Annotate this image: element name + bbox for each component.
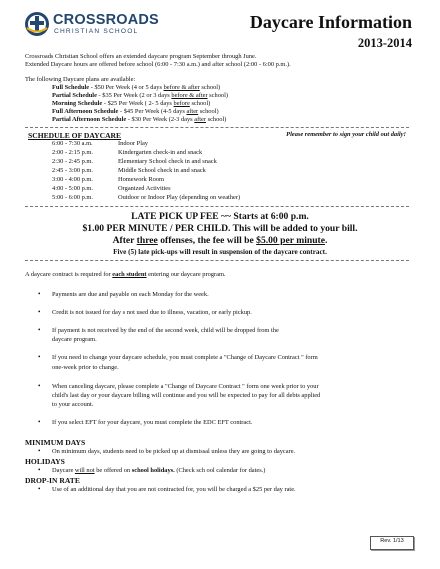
bullet-icon: •	[38, 466, 41, 474]
list-item: to your account.	[52, 401, 94, 408]
revision-label: Rev. 1/13	[380, 538, 404, 544]
plan-partial-afternoon	[52, 116, 226, 124]
bullet-icon: •	[38, 418, 41, 426]
contract-line	[25, 271, 226, 279]
holidays-post: (Check sch ool calendar for dates.)	[174, 467, 266, 474]
plan-desc-u: after	[186, 108, 199, 115]
contract-bold: each student	[112, 271, 147, 278]
plan-desc: - $35 Per Week (2 or 3 days	[98, 92, 172, 99]
late-fee-mid: offenses, the fee will be	[157, 235, 257, 246]
plan-desc-u: before	[173, 100, 190, 107]
holidays-pre: Daycare	[52, 467, 75, 474]
plan-full-afternoon	[52, 108, 219, 116]
plan-desc: - $30 Per Week (2-3 days	[127, 116, 195, 123]
schedule-activity: Kindergarten check-in and snack	[118, 149, 203, 156]
schedule-time: 2:45 - 3:00 p.m.	[52, 167, 94, 174]
plan-desc: - $25 Per Week ( 2- 5 days	[103, 100, 174, 107]
page-title: Daycare Information	[249, 12, 412, 32]
schedule-activity: Homework Room	[118, 176, 164, 183]
plan-name: Full Afternoon Schedule	[52, 108, 119, 115]
plan-name: Full Schedule	[52, 84, 90, 91]
schedule-activity: Elementary School check in and snack	[118, 158, 217, 165]
list-item: child's last day or your daycare billing will continue and you will be expected to pay for all debts applied	[52, 392, 321, 399]
plan-full	[52, 84, 220, 92]
plan-desc-post: school)	[205, 116, 227, 123]
list-item: Credit is not issued for day s not used due to illness, vacation, or early pickup.	[52, 309, 252, 316]
plan-name: Partial Schedule	[52, 92, 97, 99]
plan-desc-u: before & after	[163, 84, 200, 91]
section-heading-holidays: HOLIDAYS	[25, 457, 65, 466]
plan-desc-post: school)	[189, 100, 211, 107]
list-item: one-week prior to change.	[52, 364, 119, 371]
holidays-mid: be offered on	[94, 467, 132, 474]
plan-desc: - $45 Per Week (4-5 days	[120, 108, 187, 115]
late-fee-line-3	[0, 235, 440, 246]
plans-intro: The following Daycare plans are available:	[25, 76, 136, 83]
intro-line-1: Crossroads Christian School offers an extended daycare program September through June.	[25, 53, 257, 60]
plan-desc-u: after	[194, 116, 206, 123]
school-logo	[24, 9, 164, 39]
late-fee-post: .	[324, 235, 328, 246]
bullet-icon: •	[38, 308, 41, 316]
section-heading-minimum-days: MINIMUM DAYS	[25, 438, 86, 447]
schedule-activity: Outdoor or Indoor Play (depending on weather)	[118, 194, 241, 201]
bullet-icon: •	[38, 485, 41, 493]
late-fee-line-2: $1.00 PER MINUTE / PER CHILD. This will be added to your bill.	[82, 223, 358, 234]
list-item: If you need to change your daycare schedule, you must complete a "Change of Daycare Contract " form	[52, 354, 318, 361]
plan-name: Partial Afternoon Schedule	[52, 116, 127, 123]
bullet-icon: •	[38, 447, 41, 455]
schedule-time: 2:00 - 2:15 p.m.	[52, 149, 94, 156]
list-item: If you select EFT for your daycare, you must complete the EDC EFT contract.	[52, 419, 253, 426]
plan-desc-post: school)	[207, 92, 228, 99]
holidays-bold: school holidays.	[131, 467, 175, 474]
bullet-icon: •	[38, 353, 41, 361]
logo-subtitle: CHRISTIAN SCHOOL	[54, 28, 139, 35]
list-item: daycare program.	[52, 336, 97, 343]
plan-desc-u: before & after	[171, 92, 208, 99]
plan-desc-post: school)	[198, 108, 219, 115]
holidays-will-not: will not	[74, 467, 95, 474]
logo-name: CROSSROADS	[53, 12, 159, 28]
schedule-activity: Organized Activities	[118, 185, 171, 192]
drop-in-text: Use of an additional day that you are not contracted for, you will be charged a $25 per day rate.	[52, 486, 296, 493]
plan-name: Morning Schedule	[52, 100, 103, 107]
bullet-icon: •	[38, 290, 41, 298]
holidays-text	[52, 467, 265, 475]
contract-pre: A daycare contract is required for	[25, 271, 113, 278]
late-fee-amount: $5.00 per minute	[256, 235, 325, 246]
schedule-time: 6:00 - 7:30 a.m.	[52, 140, 93, 147]
list-item: When canceling daycare, please complete a "Change of Daycare Contract " form one week prior to your	[52, 383, 319, 390]
plan-desc-post: school)	[199, 84, 221, 91]
sign-out-reminder: Please remember to sign your child out daily!	[286, 131, 406, 138]
schedule-activity: Middle School check in and snack	[118, 167, 206, 174]
schedule-time: 5:00 - 6:00 p.m.	[52, 194, 94, 201]
schedule-activity: Indoor Play	[118, 140, 148, 147]
section-heading-drop-in: DROP-IN RATE	[25, 476, 80, 485]
schedule-time: 3:00 - 4:00 p.m.	[52, 176, 94, 183]
minimum-days-text: On minimum days, students need to be picked up at dismissal unless they are going to daycare.	[52, 448, 296, 455]
late-fee-line-1: LATE PICK UP FEE ~~ Starts at 6:00 p.m.	[131, 211, 309, 222]
plan-partial	[52, 92, 228, 100]
crossroads-emblem-icon	[24, 11, 50, 37]
bullet-icon: •	[38, 382, 41, 390]
bullet-icon: •	[38, 326, 41, 334]
schedule-heading: SCHEDULE OF DAYCARE	[28, 131, 122, 140]
schedule-time: 2:30 - 2:45 p.m.	[52, 158, 94, 165]
late-fee-line-4: Five (5) late pick-ups will result in suspension of the daycare contract.	[113, 248, 327, 256]
intro-line-2: Extended Daycare hours are offered before school (6:00 - 7:30 a.m.) and after school (2:00 - 6:00 p.m.).	[25, 61, 291, 68]
list-item: If payment is not received by the end of the second week, child will be dropped from the	[52, 327, 279, 334]
late-fee-pre: After	[112, 235, 137, 246]
contract-post: entering our daycare program.	[146, 271, 226, 278]
schedule-time: 4:00 - 5:00 p.m.	[52, 185, 94, 192]
divider	[25, 127, 409, 128]
plan-desc: - $50 Per Week (4 or 5 days	[90, 84, 164, 91]
late-fee-count: three	[136, 235, 158, 246]
plan-morning	[52, 100, 210, 108]
school-year: 2013-2014	[357, 36, 412, 50]
divider	[25, 260, 409, 261]
list-item: Payments are due and payable on each Monday for the week.	[52, 291, 209, 298]
divider	[25, 206, 409, 207]
